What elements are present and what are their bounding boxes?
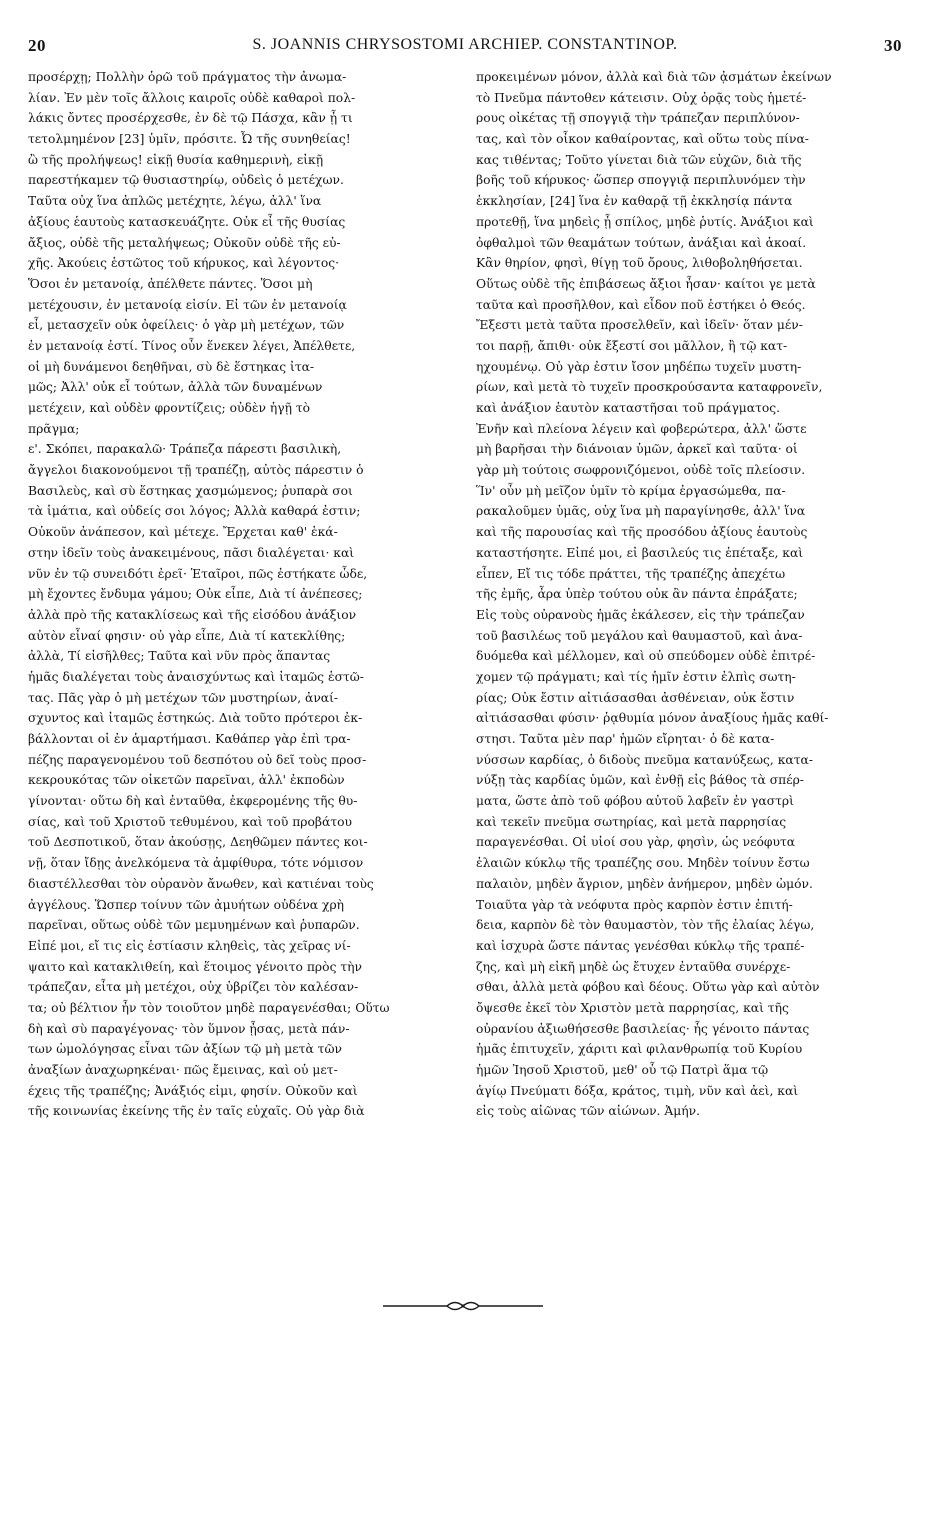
right-column-line: χομεν τῷ πράγματι; καὶ τίς ἡμῖν ἐστιν ἐλπὶς σωτη- [476, 669, 796, 684]
running-header [28, 36, 902, 60]
right-column-line: στησι. Ταῦτα μὲν παρ' ἡμῶν εἴρηται· ὁ δὲ κατα- [476, 732, 775, 746]
right-column-line: ματα, ὥστε ἀπὸ τοῦ φόβου αὐτοῦ λαβεῖν ἐν γαστρὶ [476, 794, 794, 809]
left-column-line: μετέχειν, καὶ οὐδὲν φροντίζεις; οὐδὲν ἡγῇ τὸ [28, 401, 311, 415]
left-column-line: ἀλλὰ, Τί εἰσῆλθες; Ταῦτα καὶ νῦν πρὸς ἅπαντας [28, 649, 331, 664]
left-column-line: τετολμημένον [23] ὑμῖν, πρόσιτε. Ὦ τῆς συνηθείας! [28, 132, 351, 147]
right-column-line: οὐρανίου ἀξιωθήσεσθε βασιλείας· ἧς γένοιτο πάντας [476, 1021, 810, 1036]
right-column-line: κας τιθέντας; Τοῦτο γίνεται διὰ τῶν εὐχῶν, διὰ τῆς [476, 152, 802, 167]
left-column-line: Βασιλεὺς, καὶ σὺ ἕστηκας χασμώμενος; ῥυπαρὰ σοι [28, 483, 353, 498]
left-column-line: δὴ καὶ σὺ παραγέγονας· τὸν ὕμνον ᾖσας, μετὰ πάν- [28, 1021, 350, 1036]
right-column-line: Ἵν' οὖν μὴ μεῖζον ὑμῖν τὸ κρίμα ἐργασώμεθα, πα- [476, 483, 786, 498]
right-column-line: σθαι, ἀλλὰ μετὰ φόβου καὶ δέους. Οὕτω γὰρ καὶ αὐτὸν [476, 980, 820, 995]
left-column-line: Εἰπέ μοι, εἴ τις εἰς ἑστίασιν κληθεὶς, τὰς χεῖρας νί- [28, 938, 351, 953]
left-column-line: Ὅσοι ἐν μετανοίᾳ, ἀπέλθετε πάντες. Ὅσοι μὴ [28, 276, 313, 291]
left-column-line: τας. Πᾶς γὰρ ὁ μὴ μετέχων τῶν μυστηρίων, ἀναί- [28, 690, 339, 705]
right-column-line: ἡμᾶς ἐπιτυχεῖν, χάριτι καὶ φιλανθρωπίᾳ τοῦ Κυρίου [476, 1042, 803, 1057]
left-column-line: νῦν ἐν τῷ συνειδότι ἐρεῖ· Ἑταῖροι, πῶς ἐστήκατε ὧδε, [28, 566, 368, 581]
left-column-line: πρᾶγμα; [28, 421, 80, 436]
right-column-line: προκειμένων μόνον, ἀλλὰ καὶ διὰ τῶν ᾀσμάτων ἐκείνων [476, 70, 832, 84]
left-column-line: παρεῖναι, οὕτως οὐδὲ τῶν μεμυημένων καὶ ῥυπαρῶν. [28, 918, 360, 933]
left-column-line: ψαιτο καὶ κατακλιθείη, καὶ ἕτοιμος γένοιτο πρὸς τὴν [28, 959, 363, 974]
left-column-line: μετέχουσιν, ἐν μετανοίᾳ εἰσίν. Εἰ τῶν ἐν μετανοίᾳ [28, 297, 347, 312]
right-column-line: τῆς ἐμῆς, ἆρα ὑπὲρ τούτου οὐκ ἂν πάντα ἐπράξατε; [476, 587, 798, 602]
left-column-line: προσέρχῃ; Πολλὴν ὁρῶ τοῦ πράγματος τὴν ἀνωμα- [28, 70, 347, 84]
left-column-line: γίνονται· οὕτω δὴ καὶ ἐνταῦθα, ἐκφερομένης τῆς θυ- [28, 794, 358, 809]
right-column-line: ὄψεσθε ἐκεῖ τὸν Χριστὸν μετὰ παρρησίας, καὶ τῆς [476, 1000, 789, 1015]
left-column-line: ὢ τῆς προλήψεως! εἰκῇ θυσία καθημερινὴ, εἰκῇ [28, 152, 324, 167]
left-column-line: ἡμᾶς διαλέγεται τοὺς ἀναισχύντως καὶ ἰταμῶς ἑστῶ- [28, 669, 364, 684]
right-column-line: καὶ τῆς παρουσίας καὶ τῆς προσόδου ἀξίους ἑαυτοὺς [476, 525, 808, 540]
right-column-line: νύξῃ τὰς καρδίας ὑμῶν, καὶ ἐνθῇ εἰς βάθος τὰ σπέρ- [476, 773, 804, 788]
left-column-line: Οὐκοῦν ἀνάπεσον, καὶ μέτεχε. Ἔρχεται καθ' ἑκά- [28, 525, 338, 540]
right-column-line: ἁγίῳ Πνεύματι δόξα, κράτος, τιμὴ, νῦν καὶ ἀεὶ, καὶ [476, 1083, 799, 1098]
left-column-line: οἱ μὴ δυνάμενοι δεηθῆναι, σὺ δὲ ἕστηκας ἰτα- [28, 359, 315, 374]
right-column-line: ρίων, καὶ μετὰ τὸ τυχεῖν προσκρούσαντα καταφρονεῖν, [476, 380, 823, 395]
left-column-line: παρεστήκαμεν τῷ θυσιαστηρίῳ, οὐδεὶς ὁ μετέχων. [28, 173, 344, 188]
right-column-line: μὴ βαρῆσαι τὴν διάνοιαν ὑμῶν, ἀρκεῖ καὶ ταῦτα· οἱ [476, 442, 798, 457]
right-column-line: ζης, καὶ μὴ εἰκῆ μηδὲ ὡς ἔτυχεν ἐνταῦθα συνέρχε- [476, 959, 791, 974]
left-column-line: βάλλονται οἱ ἐν ἁμαρτήμασι. Καθάπερ γὰρ ἐπὶ τρα- [28, 732, 351, 746]
right-column-line: ρους οἰκέτας τῇ σπογγιᾷ τὴν τράπεζαν περιπλύνον- [476, 111, 800, 126]
left-column-line: ἀξίους ἑαυτοὺς κατασκευάζητε. Οὐκ εἶ τῆς θυσίας [28, 214, 346, 229]
page-number-left: 20 [28, 36, 46, 55]
left-column-line: τῆς κοινωνίας ἐκείνης τῆς ἐν ταῖς εὐχαῖς. Οὐ γὰρ διὰ [28, 1104, 365, 1119]
right-column-line: ἡμῶν Ἰησοῦ Χριστοῦ, μεθ' οὗ τῷ Πατρὶ ἅμα τῷ [476, 1063, 769, 1077]
running-title: S. JOANNIS CHRYSOSTOMI ARCHIEP. CONSTANTINOP. [252, 36, 678, 53]
left-column-line: χῆς. Ἀκούεις ἑστῶτος τοῦ κήρυκος, καὶ λέγοντος· [28, 256, 340, 271]
left-column-line: ἀναξίων ἀναχωρηκέναι· πῶς ἔμεινας, καὶ οὐ μετ- [28, 1063, 338, 1077]
right-column-line: προτεθῇ, ἵνα μηδεὶς ᾖ σπίλος, μηδὲ ῥυτίς. Ἀνάξιοι καὶ [476, 214, 814, 229]
left-column-line: ε'. Σκόπει, παρακαλῶ· Τράπεζα πάρεστι βασιλικὴ, [28, 442, 342, 457]
left-column-line: τὰ ἱμάτια, καὶ οὐδείς σοι λόγος; Ἀλλὰ καθαρά ἐστιν; [28, 504, 361, 519]
left-column-line: ἄξιος, οὐδὲ τῆς μεταλήψεως; Οὐκοῦν οὐδὲ τῆς εὐ- [28, 235, 341, 250]
page-number-right: 30 [884, 36, 902, 55]
left-column-line: στην ἰδεῖν τοὺς ἀνακειμένους, πᾶσι διαλέγεται· καὶ [28, 545, 355, 560]
left-column-line: πέζης παραγενομένου τοῦ δεσπότου οὐ δεῖ τοὺς προσ- [28, 752, 367, 767]
right-column-line: ρακαλοῦμεν ὑμᾶς, οὐχ ἵνα μὴ παραγίνησθε, ἀλλ' ἵνα [476, 504, 806, 519]
right-text-column [476, 67, 900, 1122]
left-column-line: λάκις ὄντες προσέρχεσθε, ἐν δὲ τῷ Πάσχα, κἂν ᾖ τι [28, 111, 353, 126]
right-column-line: Ἐνῆν καὶ πλείονα λέγειν καὶ φοβερώτερα, ἀλλ' ὥστε [476, 421, 807, 436]
left-column-line: ἐν μετανοίᾳ ἐστί. Τίνος οὖν ἕνεκεν λέγει, Ἀπέλθετε, [28, 338, 356, 353]
left-column-line: αὐτὸν εἶναί φησιν· οὐ γὰρ εἶπε, Διὰ τί κατεκλίθης; [28, 628, 346, 643]
right-column-line: Ἔξεστι μετὰ ταῦτα προσελθεῖν, καὶ ἰδεῖν· ὅταν μέν- [476, 318, 803, 333]
left-column-line: μῶς; Ἀλλ' οὐκ εἶ τούτων, ἀλλὰ τῶν δυναμένων [28, 380, 323, 395]
right-column-line: ἐκκλησίαν, [24] ἵνα ἐν καθαρᾷ τῇ ἐκκλησίᾳ πάντα [476, 194, 793, 209]
right-column-line: ἐλαιῶν κύκλῳ τῆς τραπέζης σου. Μηδὲν τοίνυν ἔστω [476, 856, 810, 871]
right-column-line: τας, καὶ τὸν οἶκον καθαίροντας, καὶ οὕτω τοὺς πίνα- [476, 132, 809, 147]
left-column-line: σχυντος καὶ ἰταμῶς ἑστηκώς. Διὰ τοῦτο πρότεροι ἐκ- [28, 711, 363, 726]
left-column-line: διαστέλλεσθαι τὸν οὐρανὸν ἄνωθεν, καὶ κατιέναι τοὺς [28, 876, 374, 891]
right-column-line: γὰρ μὴ τούτοις σωφρονιζόμενοι, οὐδὲ τοῖς πλείοσιν. [476, 463, 806, 478]
right-column-line: εἰς τοὺς αἰῶνας τῶν αἰώνων. Ἀμήν. [476, 1104, 700, 1119]
right-column-line: Εἰς τοὺς οὐρανοὺς ἡμᾶς ἐκάλεσεν, εἰς τὴν τράπεζαν [476, 607, 805, 622]
left-column-line: τα; οὐ βέλτιον ἦν τὸν τοιοῦτον μηδὲ παραγενέσθαι; Οὕτω [28, 1000, 390, 1015]
right-column-line: τὸ Πνεῦμα πάντοθεν κάτεισιν. Οὐχ ὁρᾷς τοὺς ἡμετέ- [476, 90, 807, 105]
left-column-line: λίαν. Ἐν μὲν τοῖς ἄλλοις καιροῖς οὐδὲ καθαροὶ πολ- [28, 90, 356, 105]
right-column-line: καὶ ἀνάξιον ἑαυτὸν καταστῆσαι τοῦ πράγματος. [476, 401, 781, 415]
left-column-line: των ὡμολόγησας εἶναι τῶν ἀξίων τῷ μὴ μετὰ τῶν [28, 1042, 342, 1057]
right-column-line: αἰτιάσασθαι φύσιν· ῥᾳθυμία μόνον ἀναξίους ἡμᾶς καθί- [476, 711, 829, 726]
right-column-line: τοι παρῇ, ἄπιθι· οὐκ ἔξεστί σοι μᾶλλον, ἢ τῷ κατ- [476, 338, 788, 353]
left-column-line: Ταῦτα οὐχ ἵνα ἁπλῶς μετέχητε, λέγω, ἀλλ' ἵνα [28, 194, 322, 209]
left-column-line: ἀλλὰ πρὸ τῆς κατακλίσεως καὶ τῆς εἰσόδου ἀνάξιον [28, 607, 357, 622]
right-column-line: Τοιαῦτα γὰρ τὰ νεόφυτα πρὸς καρπὸν ἐστιν ἐπιτή- [476, 897, 793, 912]
right-column-line: δεια, καρπὸν δὲ τὸν θαυμαστὸν, τὸν τῆς ἐλαίας λέγω, [476, 918, 815, 933]
right-column-line: βοῆς τοῦ κήρυκος· ὥσπερ σπογγιᾷ περιπλυνόμεν τὴν [476, 173, 806, 188]
right-column-line: παλαιὸν, μηδὲν ἄγριον, μηδὲν ἀνήμερον, μηδὲν ὠμόν. [476, 876, 813, 891]
right-column-line: Κἂν θηρίον, φησὶ, θίγῃ τοῦ ὄρους, λιθοβοληθήσεται. [476, 256, 803, 271]
right-column-line: καὶ τεκεῖν πνεῦμα σωτηρίας, καὶ μετὰ παρρησίας [476, 814, 787, 829]
left-column-line: σίας, καὶ τοῦ Χριστοῦ τεθυμένου, καὶ τοῦ προβάτου [28, 814, 353, 829]
right-column-line: ρίας; Οὐκ ἔστιν αἰτιάσασθαι ἀσθένειαν, οὐκ ἔστιν [476, 690, 795, 705]
end-ornament-icon [381, 1298, 545, 1314]
left-column-line: κεκρουκότας τῶν οἰκετῶν παρεῖναι, ἀλλ' ἐκποδὼν [28, 773, 345, 788]
right-column-line: Οὕτως οὐδὲ τῆς ἐπιβάσεως ἄξιοι ἦσαν· καίτοι γε μετὰ [476, 276, 816, 291]
left-column-line: τράπεζαν, εἶτα μὴ μετέχοι, οὐχ ὑβρίζει τὸν καλέσαν- [28, 980, 359, 995]
left-column-line: νῇ, ὅταν ἴδῃς ἀνελκόμενα τὰ ἀμφίθυρα, τότε νόμισον [28, 856, 364, 871]
right-column-line: εἶπεν, Εἴ τις τόδε πράττει, τῆς τραπέζης ἀπεχέτω [476, 566, 786, 581]
left-column-line: ἄγγελοι διακονούμενοι τῇ τραπέζῃ, αὐτὸς πάρεστιν ὁ [28, 463, 364, 478]
left-column-line: τοῦ Δεσποτικοῦ, ὅταν ἀκούσῃς, Δεηθῶμεν πάντες κοι- [28, 835, 368, 850]
left-column-line: έχεις τῆς τραπέζης; Ἀνάξιός εἰμι, φησίν. Οὐκοῦν καὶ [28, 1083, 358, 1098]
right-column-line: δυόμεθα καὶ μέλλομεν, καὶ οὐ σπεύδομεν οὐδὲ ἐπιτρέ- [476, 649, 816, 664]
left-column-line: μὴ ἔχοντες ἔνδυμα γάμου; Οὐκ εἶπε, Διὰ τί ἀνέπεσες; [28, 587, 363, 602]
left-column-line: ἀγγέλους. Ὥσπερ τοίνυν τῶν ἀμυήτων οὐδένα χρὴ [28, 897, 345, 912]
right-column-line: παραγενέσθαι. Οἱ υἱοί σου γὰρ, φησὶν, ὡς νεόφυτα [476, 835, 796, 850]
right-column-line: καταστήσητε. Εἰπέ μοι, εἰ βασιλεύς τις ἐπέταξε, καὶ [476, 545, 804, 560]
left-text-column [28, 67, 452, 1122]
right-column-line: ηχουμένῳ. Οὐ γὰρ ἐστιν ἴσον μηδέπω τυχεῖν μυστη- [476, 359, 802, 374]
right-column-line: καὶ ἰσχυρὰ ὥστε πάντας γενέσθαι κύκλῳ τῆς τραπέ- [476, 938, 805, 953]
right-column-line: νύσσων καρδίας, ὁ διδοὺς πνεῦμα κατανύξεως, κατα- [476, 752, 813, 767]
right-column-line: ταῦτα καὶ προσῆλθον, καὶ εἶδον ποῦ ἑστήκει ὁ Θεός. [476, 297, 806, 312]
right-column-line: ὀφθαλμοὶ τῶν θεαμάτων τούτων, ἀνάξιαι καὶ ἀκοαί. [476, 235, 807, 250]
right-column-line: τοῦ βασιλέως τοῦ μεγάλου καὶ θαυμαστοῦ, καὶ ἀνα- [476, 628, 803, 643]
left-column-line: εἶ, μετασχεῖν οὐκ ὀφείλεις· ὁ γὰρ μὴ μετέχων, τῶν [28, 318, 345, 333]
